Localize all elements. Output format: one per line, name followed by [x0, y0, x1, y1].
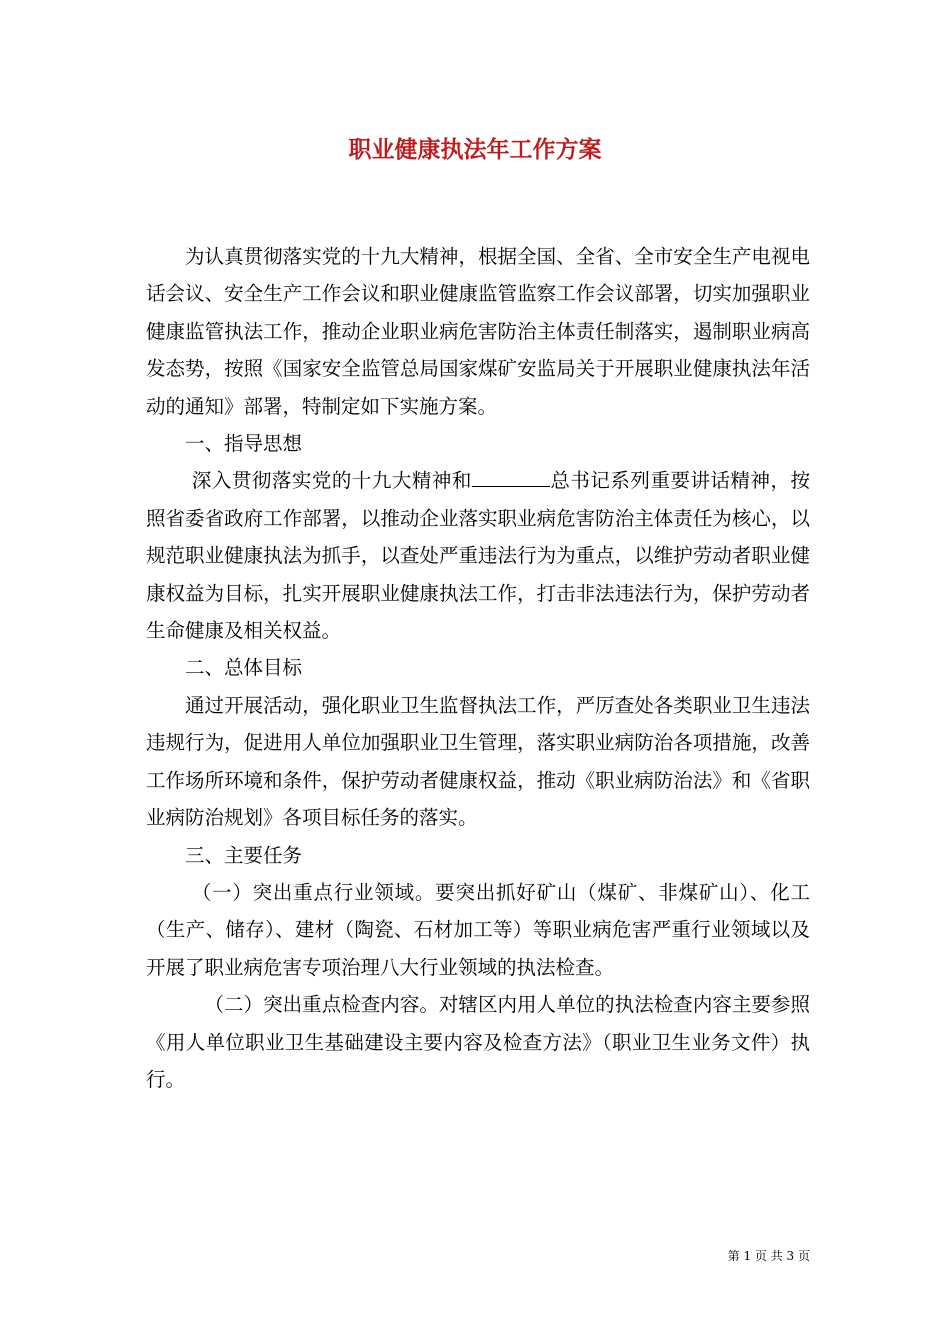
page-number: 第 1 页 共 3 页	[727, 1249, 810, 1263]
section-heading-guiding-ideology: 一、指导思想	[185, 432, 303, 456]
guiding-ideology-text-end: 总书记系列重要讲话精神，按照省委省政府工作部署，以推动企业落实职业病危害防治主体责任为核心，以规范职业健康执法为抓手，以查处严重违法行为为重点，以维护劳动者职业健康权益为目标，扎实开展职业健康执法工作，打击非法违法行为，保护劳动者生命健康及相关权益。	[146, 469, 810, 643]
blank-underline	[472, 470, 550, 487]
guiding-ideology-paragraph	[146, 462, 810, 649]
task-2-paragraph: （二）突出重点检查内容。对辖区内用人单位的执法检查内容主要参照《用人单位职业卫生基础建设主要内容及检查方法》（职业卫生业务文件）执行。	[146, 993, 810, 1091]
document-title: 职业健康执法年工作方案	[348, 136, 602, 163]
guiding-ideology-text-start: 深入贯彻落实党的十九大精神和	[191, 469, 472, 493]
section-heading-overall-goal: 二、总体目标	[185, 656, 303, 680]
section-heading-main-tasks: 三、主要任务	[185, 843, 303, 867]
document-body	[146, 238, 810, 1098]
task-1-paragraph: （一）突出重点行业领域。要突出抓好矿山（煤矿、非煤矿山）、化工（生产、储存）、建材（陶瓷、石材加工等）等职业病危害严重行业领域以及开展了职业病危害专项治理八大行业领域的执法检查。	[146, 880, 810, 979]
intro-paragraph: 为认真贯彻落实党的十九大精神，根据全国、全省、全市安全生产电视电话会议、安全生产工作会议和职业健康监管监察工作会议部署，切实加强职业健康监管执法工作，推动企业职业病危害防治主体责任制落实，遏制职业病高发态势，按照《国家安全监管总局国家煤矿安监局关于开展职业健康执法年活动的通知》部署，特制定如下实施方案。	[146, 245, 810, 418]
overall-goal-paragraph: 通过开展活动，强化职业卫生监督执法工作，严厉查处各类职业卫生违法违规行为，促进用人单位加强职业卫生管理，落实职业病防治各项措施，改善工作场所环境和条件，保护劳动者健康权益，推动《职业病防治法》和《省职业病防治规划》各项目标任务的落实。	[146, 693, 810, 830]
